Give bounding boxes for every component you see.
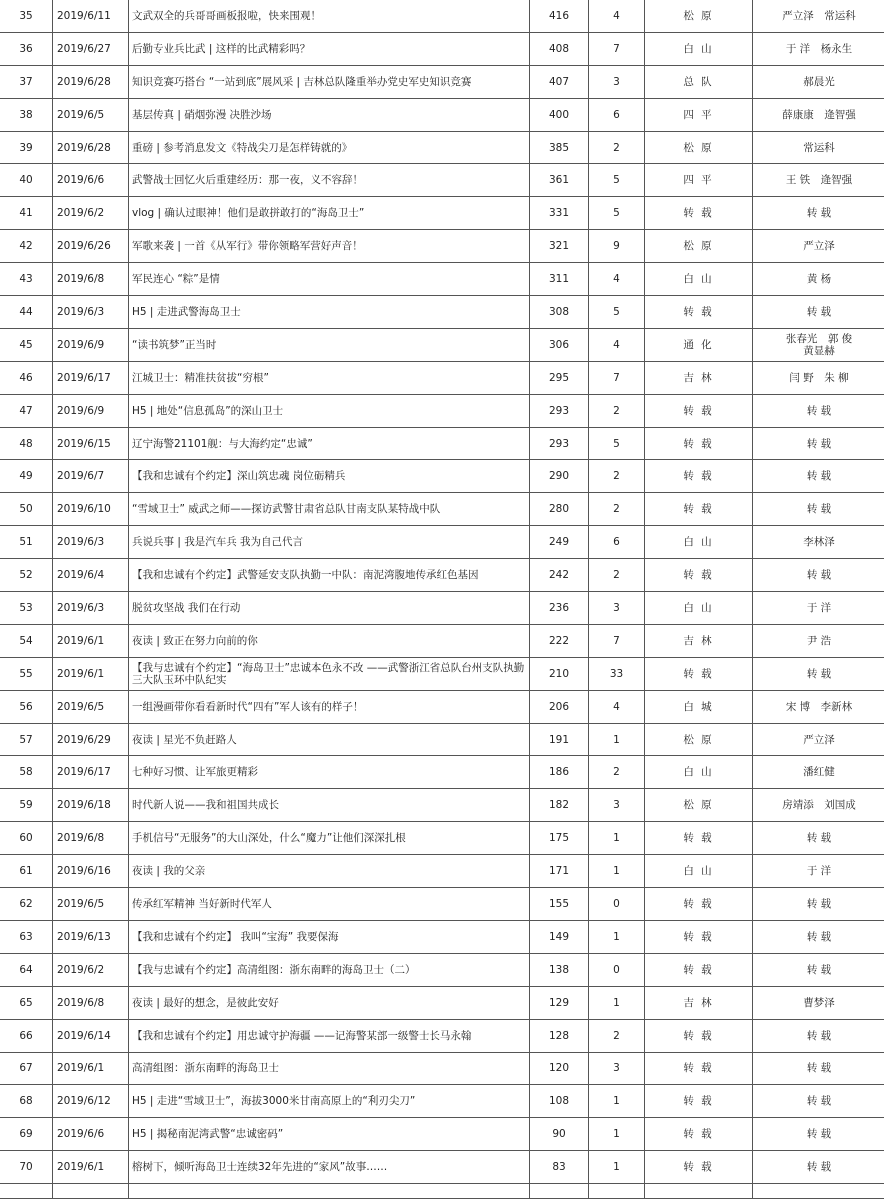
table-row [0,197,884,230]
row-number-cell: 59 [0,789,53,822]
author-cell: 转 载 [753,296,884,329]
publish-date-cell: 2019/6/4 [53,559,129,592]
read-count-cell: 361 [530,164,589,197]
table-row [0,592,884,625]
article-title-cell: 重磅 | 参考消息发文《特战尖刀是怎样铸就的》 [129,131,530,164]
row-number-cell: 46 [0,361,53,394]
row-number-cell: 50 [0,493,53,526]
author-cell: 转 载 [753,559,884,592]
read-count-cell: 416 [530,0,589,32]
table-row [0,65,884,98]
read-count-cell: 236 [530,592,589,625]
article-title-cell: “雪域卫士” 威武之师——探访武警甘肃省总队甘南支队某特战中队 [129,493,530,526]
publish-date-cell: 2019/6/1 [53,657,129,690]
read-count-cell: 408 [530,32,589,65]
publish-date-cell: 2019/6/12 [53,1085,129,1118]
like-count-cell: 2 [589,460,645,493]
article-title-cell: 基层传真 | 硝烟弥漫 决胜沙场 [129,98,530,131]
publish-date-cell: 2019/6/16 [53,855,129,888]
table-row [0,690,884,723]
read-count-cell: 171 [530,855,589,888]
like-count-cell: 6 [589,98,645,131]
empty-cell [0,1184,53,1199]
table-row [0,32,884,65]
author-cell: 严立泽 [753,723,884,756]
like-count-cell: 0 [589,888,645,921]
article-title-cell: H5 | 走进“雪域卫士”，海拔3000米甘南高原上的“利刃尖刀” [129,1085,530,1118]
like-count-cell: 0 [589,953,645,986]
like-count-cell: 5 [589,164,645,197]
author-cell: 转 载 [753,657,884,690]
unit-cell: 转 载 [645,888,753,921]
publish-date-cell: 2019/6/15 [53,427,129,460]
author-cell: 郝晨光 [753,65,884,98]
article-title-cell: 武警战士回忆火后重建经历：那一夜，义不容辞！ [129,164,530,197]
read-count-cell: 242 [530,559,589,592]
unit-cell: 吉 林 [645,986,753,1019]
read-count-cell: 407 [530,65,589,98]
publish-date-cell: 2019/6/2 [53,197,129,230]
unit-cell: 转 载 [645,1019,753,1052]
row-number-cell: 63 [0,920,53,953]
like-count-cell: 4 [589,0,645,32]
article-title-cell: 军民连心 “粽”是情 [129,263,530,296]
publish-date-cell: 2019/6/1 [53,1052,129,1085]
read-count-cell: 108 [530,1085,589,1118]
article-title-cell: 后勤专业兵比武 | 这样的比武精彩吗？ [129,32,530,65]
unit-cell: 松 原 [645,0,753,32]
table-row [0,723,884,756]
publish-date-cell: 2019/6/1 [53,624,129,657]
table-row [0,624,884,657]
article-title-cell: 手机信号“无服务”的大山深处，什么“魔力”让他们深深扎根 [129,822,530,855]
publish-date-cell: 2019/6/28 [53,131,129,164]
read-count-cell: 385 [530,131,589,164]
author-cell: 于 洋 杨永生 [753,32,884,65]
like-count-cell: 3 [589,1052,645,1085]
unit-cell: 白 山 [645,756,753,789]
read-count-cell: 306 [530,328,589,361]
unit-cell: 转 载 [645,920,753,953]
like-count-cell: 6 [589,526,645,559]
row-number-cell: 56 [0,690,53,723]
row-number-cell: 41 [0,197,53,230]
row-number-cell: 44 [0,296,53,329]
article-title-cell: 军歌来袭 | 一首《从军行》带你领略军营好声音！ [129,230,530,263]
article-title-cell: 【我与忠诚有个约定】高清组图：浙东南畔的海岛卫士（二） [129,953,530,986]
empty-cell [129,1184,530,1199]
row-number-cell: 36 [0,32,53,65]
like-count-cell: 3 [589,789,645,822]
article-title-cell: 一组漫画带你看看新时代“四有”军人该有的样子！ [129,690,530,723]
article-title-cell: 文武双全的兵哥哥画板报啦，快来围观！ [129,0,530,32]
read-count-cell: 149 [530,920,589,953]
like-count-cell: 3 [589,65,645,98]
publish-date-cell: 2019/6/8 [53,822,129,855]
article-title-cell: 【我和忠诚有个约定】深山筑忠魂 岗位砺精兵 [129,460,530,493]
table-row [0,328,884,361]
author-cell: 严立泽 常运科 [753,0,884,32]
article-title-cell: 【我与忠诚有个约定】“海岛卫士”忠诚本色永不改 ——武警浙江省总队台州支队执勤三大队玉环中队纪实 [129,657,530,690]
author-cell: 薛康康 逄智强 [753,98,884,131]
row-number-cell: 55 [0,657,53,690]
publish-date-cell: 2019/6/6 [53,1118,129,1151]
read-count-cell: 222 [530,624,589,657]
table-row [0,263,884,296]
unit-cell: 转 载 [645,657,753,690]
unit-cell: 转 载 [645,1052,753,1085]
row-number-cell: 67 [0,1052,53,1085]
publish-date-cell: 2019/6/27 [53,32,129,65]
article-title-cell: 夜读 | 我的父亲 [129,855,530,888]
like-count-cell: 4 [589,263,645,296]
table-row [0,920,884,953]
like-count-cell: 1 [589,723,645,756]
row-number-cell: 53 [0,592,53,625]
read-count-cell: 83 [530,1151,589,1184]
author-cell: 王 铁 逄智强 [753,164,884,197]
author-cell: 转 载 [753,493,884,526]
unit-cell: 转 载 [645,296,753,329]
unit-cell: 转 载 [645,1118,753,1151]
author-cell: 转 载 [753,888,884,921]
unit-cell: 转 载 [645,197,753,230]
like-count-cell: 33 [589,657,645,690]
unit-cell: 转 载 [645,493,753,526]
read-count-cell: 308 [530,296,589,329]
unit-cell: 白 山 [645,855,753,888]
read-count-cell: 128 [530,1019,589,1052]
author-cell: 常运科 [753,131,884,164]
publish-date-cell: 2019/6/29 [53,723,129,756]
read-count-cell: 311 [530,263,589,296]
unit-cell: 转 载 [645,953,753,986]
like-count-cell: 1 [589,1151,645,1184]
table-row [0,131,884,164]
article-title-cell: 时代新人说——我和祖国共成长 [129,789,530,822]
table-row [0,756,884,789]
unit-cell: 转 载 [645,460,753,493]
author-cell: 宋 博 李新林 [753,690,884,723]
author-cell: 严立泽 [753,230,884,263]
unit-cell: 白 城 [645,690,753,723]
unit-cell: 四 平 [645,98,753,131]
row-number-cell: 40 [0,164,53,197]
article-title-cell: 七种好习惯、让军旅更精彩 [129,756,530,789]
read-count-cell: 321 [530,230,589,263]
article-title-cell: 江城卫士：精准扶贫拔“穷根” [129,361,530,394]
read-count-cell: 331 [530,197,589,230]
like-count-cell: 2 [589,559,645,592]
table-row-partial [0,1184,884,1199]
row-number-cell: 61 [0,855,53,888]
row-number-cell: 64 [0,953,53,986]
article-title-cell: 【我和忠诚有个约定】用忠诚守护海疆 ——记海警某部一级警士长马永翰 [129,1019,530,1052]
row-number-cell: 43 [0,263,53,296]
author-cell: 转 载 [753,460,884,493]
read-count-cell: 293 [530,394,589,427]
table-row [0,394,884,427]
publish-date-cell: 2019/6/9 [53,328,129,361]
table-row [0,1118,884,1151]
author-cell: 转 载 [753,427,884,460]
author-cell: 转 载 [753,920,884,953]
unit-cell: 通 化 [645,328,753,361]
row-number-cell: 58 [0,756,53,789]
row-number-cell: 45 [0,328,53,361]
like-count-cell: 2 [589,1019,645,1052]
publish-date-cell: 2019/6/2 [53,953,129,986]
unit-cell: 白 山 [645,263,753,296]
row-number-cell: 48 [0,427,53,460]
author-cell: 于 洋 [753,855,884,888]
read-count-cell: 129 [530,986,589,1019]
table-row [0,1151,884,1184]
like-count-cell: 7 [589,361,645,394]
article-title-cell: 夜读 | 星光不负赶路人 [129,723,530,756]
row-number-cell: 57 [0,723,53,756]
article-title-cell: 夜读 | 最好的想念，是彼此安好 [129,986,530,1019]
read-count-cell: 290 [530,460,589,493]
author-cell: 转 载 [753,197,884,230]
article-title-cell: 【我和忠诚有个约定】武警延安支队执勤一中队：南泥湾腹地传承红色基因 [129,559,530,592]
row-number-cell: 42 [0,230,53,263]
read-count-cell: 210 [530,657,589,690]
author-cell: 张春光 郭 俊 黄显赫 [753,328,884,361]
empty-cell [530,1184,589,1199]
read-count-cell: 191 [530,723,589,756]
unit-cell: 转 载 [645,394,753,427]
like-count-cell: 5 [589,296,645,329]
publish-date-cell: 2019/6/14 [53,1019,129,1052]
table-row [0,888,884,921]
row-number-cell: 49 [0,460,53,493]
unit-cell: 转 载 [645,1151,753,1184]
author-cell: 转 载 [753,394,884,427]
author-cell: 尹 浩 [753,624,884,657]
like-count-cell: 2 [589,493,645,526]
unit-cell: 白 山 [645,592,753,625]
article-title-cell: 夜读 | 致正在努力向前的你 [129,624,530,657]
unit-cell: 吉 林 [645,624,753,657]
publish-date-cell: 2019/6/18 [53,789,129,822]
publish-date-cell: 2019/6/17 [53,756,129,789]
author-cell: 潘红健 [753,756,884,789]
publish-date-cell: 2019/6/3 [53,296,129,329]
publish-date-cell: 2019/6/5 [53,888,129,921]
unit-cell: 吉 林 [645,361,753,394]
row-number-cell: 39 [0,131,53,164]
unit-cell: 松 原 [645,723,753,756]
table-row [0,361,884,394]
read-count-cell: 206 [530,690,589,723]
read-count-cell: 186 [530,756,589,789]
row-number-cell: 38 [0,98,53,131]
row-number-cell: 70 [0,1151,53,1184]
table-row [0,296,884,329]
article-title-cell: vlog | 确认过眼神！他们是敢拼敢打的“海岛卫士” [129,197,530,230]
like-count-cell: 1 [589,920,645,953]
table-row [0,1052,884,1085]
author-cell: 转 载 [753,1052,884,1085]
table-row [0,953,884,986]
author-cell: 转 载 [753,1085,884,1118]
read-count-cell: 138 [530,953,589,986]
row-number-cell: 68 [0,1085,53,1118]
like-count-cell: 2 [589,131,645,164]
like-count-cell: 7 [589,32,645,65]
read-count-cell: 90 [530,1118,589,1151]
table-row [0,164,884,197]
read-count-cell: 175 [530,822,589,855]
article-title-cell: H5 | 揭秘南泥湾武警“忠诚密码” [129,1118,530,1151]
read-count-cell: 155 [530,888,589,921]
table-row [0,493,884,526]
table-row [0,98,884,131]
table-row [0,657,884,690]
article-title-cell: 脱贫攻坚战 我们在行动 [129,592,530,625]
empty-cell [645,1184,753,1199]
like-count-cell: 5 [589,197,645,230]
like-count-cell: 2 [589,394,645,427]
row-number-cell: 69 [0,1118,53,1151]
article-title-cell: H5 | 走进武警海岛卫士 [129,296,530,329]
author-cell: 房靖添 刘国成 [753,789,884,822]
unit-cell: 松 原 [645,789,753,822]
author-cell: 转 载 [753,822,884,855]
publish-date-cell: 2019/6/5 [53,98,129,131]
like-count-cell: 7 [589,624,645,657]
article-title-cell: H5 | 地处“信息孤岛”的深山卫士 [129,394,530,427]
table-row [0,230,884,263]
publish-date-cell: 2019/6/7 [53,460,129,493]
read-count-cell: 120 [530,1052,589,1085]
row-number-cell: 62 [0,888,53,921]
read-count-cell: 400 [530,98,589,131]
publish-date-cell: 2019/6/3 [53,592,129,625]
publish-date-cell: 2019/6/28 [53,65,129,98]
publish-date-cell: 2019/6/3 [53,526,129,559]
empty-cell [589,1184,645,1199]
row-number-cell: 37 [0,65,53,98]
table-row [0,559,884,592]
row-number-cell: 66 [0,1019,53,1052]
author-cell: 转 载 [753,1118,884,1151]
publish-date-cell: 2019/6/9 [53,394,129,427]
read-count-cell: 293 [530,427,589,460]
author-cell: 曹梦泽 [753,986,884,1019]
unit-cell: 四 平 [645,164,753,197]
unit-cell: 白 山 [645,526,753,559]
table-row [0,427,884,460]
like-count-cell: 1 [589,986,645,1019]
table-row [0,1085,884,1118]
unit-cell: 转 载 [645,822,753,855]
publish-date-cell: 2019/6/11 [53,0,129,32]
publish-date-cell: 2019/6/8 [53,263,129,296]
read-count-cell: 182 [530,789,589,822]
article-title-cell: 高清组图：浙东南畔的海岛卫士 [129,1052,530,1085]
unit-cell: 松 原 [645,230,753,263]
row-number-cell: 54 [0,624,53,657]
publish-date-cell: 2019/6/17 [53,361,129,394]
row-number-cell: 60 [0,822,53,855]
like-count-cell: 5 [589,427,645,460]
publish-date-cell: 2019/6/1 [53,1151,129,1184]
like-count-cell: 2 [589,756,645,789]
author-cell: 黄 杨 [753,263,884,296]
like-count-cell: 1 [589,855,645,888]
table-row [0,855,884,888]
article-title-cell: 兵说兵事 | 我是汽车兵 我为自己代言 [129,526,530,559]
row-number-cell: 35 [0,0,53,32]
author-cell: 转 载 [753,1019,884,1052]
table-row [0,460,884,493]
author-cell: 闫 野 朱 柳 [753,361,884,394]
row-number-cell: 65 [0,986,53,1019]
author-cell: 转 载 [753,953,884,986]
like-count-cell: 1 [589,1118,645,1151]
author-cell: 转 载 [753,1151,884,1184]
read-count-cell: 249 [530,526,589,559]
unit-cell: 转 载 [645,427,753,460]
unit-cell: 白 山 [645,32,753,65]
like-count-cell: 1 [589,822,645,855]
article-title-cell: 知识竞赛巧搭台 “一站到底”展风采 | 吉林总队隆重举办党史军史知识竞赛 [129,65,530,98]
like-count-cell: 3 [589,592,645,625]
article-title-cell: “读书筑梦”正当时 [129,328,530,361]
author-cell: 李林泽 [753,526,884,559]
author-cell: 于 洋 [753,592,884,625]
row-number-cell: 47 [0,394,53,427]
article-title-cell: 榕树下，倾听海岛卫士连续32年先进的“家风”故事…… [129,1151,530,1184]
publish-date-cell: 2019/6/8 [53,986,129,1019]
table-row [0,986,884,1019]
empty-cell [53,1184,129,1199]
table-row [0,0,884,32]
like-count-cell: 4 [589,328,645,361]
publish-date-cell: 2019/6/26 [53,230,129,263]
like-count-cell: 4 [589,690,645,723]
like-count-cell: 1 [589,1085,645,1118]
row-number-cell: 51 [0,526,53,559]
publish-date-cell: 2019/6/6 [53,164,129,197]
unit-cell: 总 队 [645,65,753,98]
row-number-cell: 52 [0,559,53,592]
article-title-cell: 辽宁海警21101舰：与大海约定“忠诚” [129,427,530,460]
unit-cell: 松 原 [645,131,753,164]
publish-date-cell: 2019/6/5 [53,690,129,723]
table-row [0,526,884,559]
table-row [0,1019,884,1052]
article-title-cell: 【我和忠诚有个约定】 我叫“宝海” 我要保海 [129,920,530,953]
read-count-cell: 295 [530,361,589,394]
empty-cell [753,1184,884,1199]
publish-date-cell: 2019/6/10 [53,493,129,526]
unit-cell: 转 载 [645,559,753,592]
unit-cell: 转 载 [645,1085,753,1118]
table-row [0,822,884,855]
article-title-cell: 传承红军精神 当好新时代军人 [129,888,530,921]
like-count-cell: 9 [589,230,645,263]
table-row [0,789,884,822]
read-count-cell: 280 [530,493,589,526]
publish-date-cell: 2019/6/13 [53,920,129,953]
